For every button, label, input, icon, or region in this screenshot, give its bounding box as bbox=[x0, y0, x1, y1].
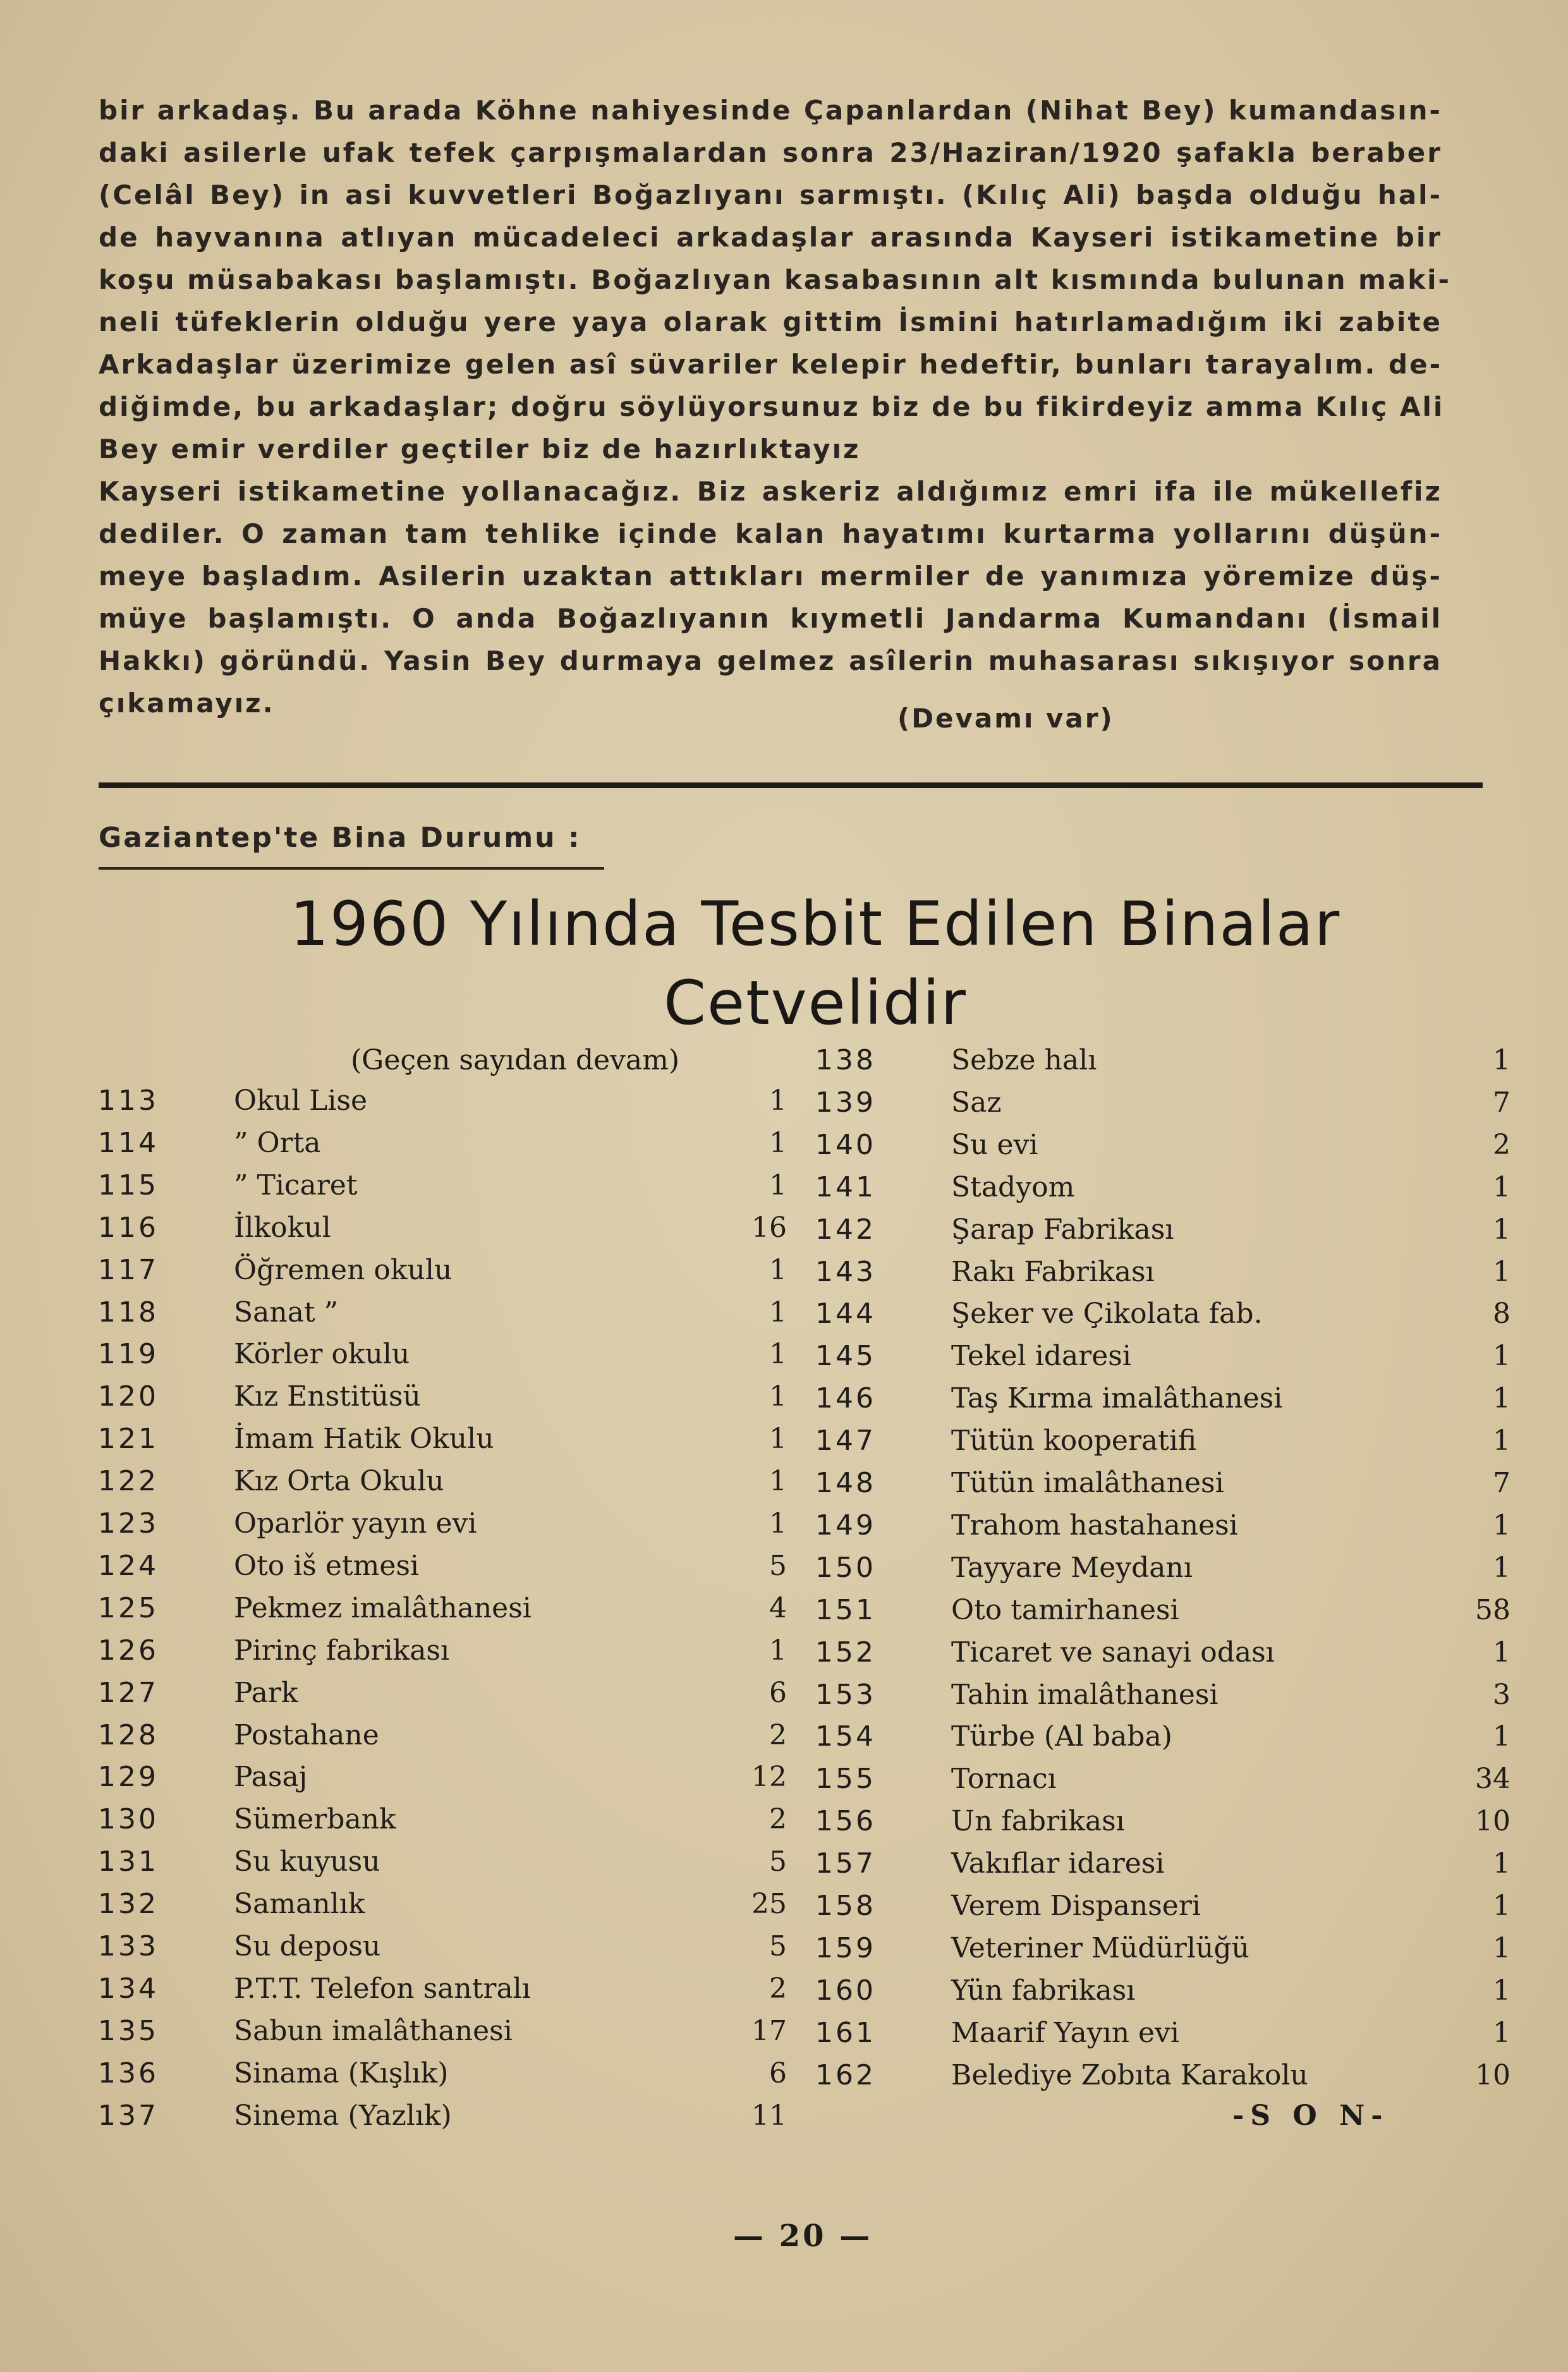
building-name: Sebze halı bbox=[951, 1044, 1097, 1076]
list-item bbox=[815, 1551, 1510, 1593]
list-item bbox=[98, 1761, 787, 1803]
page-number: — 20 — bbox=[733, 2218, 873, 2254]
item-number: 145 bbox=[815, 1340, 876, 1373]
building-count: 1 bbox=[769, 1253, 787, 1286]
item-number: 137 bbox=[98, 2099, 159, 2132]
list-item bbox=[815, 1298, 1510, 1339]
item-number: 122 bbox=[98, 1465, 159, 1498]
narrative-line: müye başlamıştı. O anda Boğazlıyanın kıymetli Jandarma Kumandanı (İsmail bbox=[99, 603, 1442, 634]
building-count: 1 bbox=[1493, 1509, 1510, 1542]
building-count: 1 bbox=[769, 1423, 787, 1456]
building-count: 10 bbox=[1475, 2059, 1510, 2091]
list-item bbox=[815, 1593, 1510, 1636]
item-number: 115 bbox=[98, 1169, 159, 1201]
item-number: 129 bbox=[98, 1761, 159, 1794]
list-item bbox=[815, 1974, 1510, 2016]
building-name: Pirinç fabrikası bbox=[234, 1634, 450, 1667]
building-name: Sabun imalâthanesi bbox=[234, 2014, 513, 2047]
list-item bbox=[815, 1636, 1510, 1678]
building-name: Pasaj bbox=[234, 1761, 308, 1794]
list-item bbox=[98, 2057, 787, 2099]
narrative-line: (Celâl Bey) in asi kuvvetleri Boğazlıyanı sarmıştı. (Kılıç Ali) başda olduğu hal- bbox=[99, 179, 1442, 210]
building-name: Belediye Zobıta Karakolu bbox=[951, 2059, 1308, 2091]
building-name: İlkokul bbox=[234, 1211, 331, 1244]
narrative-line: Kayseri istikametine yollanacağız. Biz askeriz aldığımız emri ifa ile mükellefiz bbox=[99, 476, 1442, 507]
building-count: 8 bbox=[1493, 1298, 1510, 1330]
item-number: 144 bbox=[815, 1298, 876, 1330]
building-name: Sümerbank bbox=[234, 1803, 396, 1836]
narrative-line: bir arkadaş. Bu arada Köhne nahiyesinde Çapanlardan (Nihat Bey) kumandasın- bbox=[99, 95, 1442, 126]
building-name: Şarap Fabrikası bbox=[951, 1213, 1174, 1246]
building-name: İmam Hatik Okulu bbox=[234, 1423, 494, 1456]
building-count: 2 bbox=[769, 1718, 787, 1751]
narrative-line: meye başladım. Asilerin uzaktan attıkları mermiler de yanımıza yöremize düş- bbox=[99, 561, 1442, 592]
building-count: 34 bbox=[1475, 1763, 1510, 1796]
item-number: 126 bbox=[98, 1634, 159, 1667]
list-item bbox=[98, 1423, 787, 1464]
building-name: Tahin imalâthanesi bbox=[951, 1678, 1219, 1711]
list-item bbox=[98, 1930, 787, 1972]
building-count: 1 bbox=[1493, 1171, 1510, 1203]
item-number: 134 bbox=[98, 1972, 159, 2005]
building-name: Türbe (Al baba) bbox=[951, 1720, 1172, 1753]
building-count: 1 bbox=[1493, 1847, 1510, 1880]
item-number: 114 bbox=[98, 1126, 159, 1159]
building-name: Rakı Fabrikası bbox=[951, 1255, 1155, 1288]
item-number: 161 bbox=[815, 2016, 876, 2049]
building-count: 1 bbox=[769, 1380, 787, 1413]
list-item bbox=[815, 2016, 1510, 2059]
building-count: 1 bbox=[769, 1634, 787, 1667]
building-name: Taş Kırma imalâthanesi bbox=[951, 1382, 1283, 1415]
building-name: Öğremen okulu bbox=[234, 1253, 453, 1286]
list-item bbox=[815, 1425, 1510, 1466]
building-count: 7 bbox=[1493, 1467, 1510, 1499]
building-count: 2 bbox=[769, 1803, 787, 1836]
list-item bbox=[98, 1549, 787, 1591]
item-number: 127 bbox=[98, 1676, 159, 1709]
item-number: 153 bbox=[815, 1678, 876, 1711]
list-item bbox=[98, 1888, 787, 1930]
list-item bbox=[98, 1803, 787, 1845]
building-count: 16 bbox=[751, 1211, 787, 1244]
building-name: Tütün imalâthanesi bbox=[951, 1467, 1224, 1499]
building-name: Sinema (Yazlık) bbox=[234, 2099, 452, 2132]
list-item bbox=[98, 1465, 787, 1507]
building-count: 2 bbox=[1493, 1128, 1510, 1161]
building-count: 4 bbox=[769, 1591, 787, 1624]
building-name: Su deposu bbox=[234, 1930, 381, 1962]
list-item bbox=[815, 1509, 1510, 1551]
list-item bbox=[815, 1467, 1510, 1509]
building-count: 1 bbox=[1493, 1636, 1510, 1669]
building-name: Kız Orta Okulu bbox=[234, 1465, 444, 1498]
item-number: 146 bbox=[815, 1382, 876, 1415]
building-name: Verem Dispanseri bbox=[951, 1890, 1201, 1922]
section-divider bbox=[99, 782, 1483, 788]
narrative-line: daki asilerle ufak tefek çarpışmalardan sonra 23/Haziran/1920 şafakla beraber bbox=[99, 137, 1442, 168]
narrative-line: Bey emir verdiler geçtiler biz de hazırlıktayız bbox=[99, 434, 861, 465]
item-number: 139 bbox=[815, 1086, 876, 1119]
building-count: 1 bbox=[1493, 1931, 1510, 1964]
list-item bbox=[98, 1338, 787, 1380]
building-name: Kız Enstitüsü bbox=[234, 1380, 421, 1413]
building-count: 1 bbox=[769, 1126, 787, 1159]
building-count: 6 bbox=[769, 1676, 787, 1709]
item-number: 152 bbox=[815, 1636, 876, 1669]
building-count: 1 bbox=[1493, 1382, 1510, 1415]
list-item bbox=[98, 1126, 787, 1169]
narrative-line: neli tüfeklerin olduğu yere yaya olarak gittim İsmini hatırlamadığım iki zabite bbox=[99, 307, 1442, 338]
building-name: Oparlör yayın evi bbox=[234, 1507, 477, 1540]
item-number: 154 bbox=[815, 1720, 876, 1753]
building-count: 6 bbox=[769, 2057, 787, 2089]
narrative-line: diğimde, bu arkadaşlar; doğru söylüyorsunuz biz de bu fikirdeyiz amma Kılıç Ali bbox=[99, 391, 1445, 422]
item-number: 131 bbox=[98, 1846, 159, 1878]
item-number: 159 bbox=[815, 1931, 876, 1964]
building-count: 11 bbox=[751, 2099, 787, 2132]
building-name: Maarif Yayın evi bbox=[951, 2016, 1179, 2049]
item-number: 149 bbox=[815, 1509, 876, 1542]
item-number: 120 bbox=[98, 1380, 159, 1413]
continued-note: (Devamı var) bbox=[897, 703, 1114, 734]
item-number: 156 bbox=[815, 1805, 876, 1838]
item-number: 132 bbox=[98, 1888, 159, 1921]
item-number: 162 bbox=[815, 2059, 876, 2091]
building-count: 5 bbox=[769, 1930, 787, 1962]
building-name: Yün fabrikası bbox=[951, 1974, 1136, 2007]
building-count: 17 bbox=[751, 2014, 787, 2047]
building-count: 1 bbox=[769, 1338, 787, 1371]
item-number: 128 bbox=[98, 1718, 159, 1751]
building-name: Sinama (Kışlık) bbox=[234, 2057, 449, 2089]
narrative-line: Hakkı) göründü. Yasin Bey durmaya gelmez asîlerin muhasarası sıkışıyor sonra bbox=[99, 645, 1442, 676]
building-name: ” Orta bbox=[234, 1126, 321, 1159]
item-number: 123 bbox=[98, 1507, 159, 1540]
building-count: 1 bbox=[1493, 1255, 1510, 1288]
item-number: 140 bbox=[815, 1128, 876, 1161]
section-title: Gaziantep'te Bina Durumu : bbox=[99, 822, 581, 854]
item-number: 117 bbox=[98, 1253, 159, 1286]
building-count: 1 bbox=[1493, 2016, 1510, 2049]
list-item bbox=[815, 1931, 1510, 1974]
list-item bbox=[98, 1676, 787, 1718]
list-item bbox=[815, 1382, 1510, 1424]
building-name: Stadyom bbox=[951, 1171, 1075, 1203]
item-number: 121 bbox=[98, 1423, 159, 1456]
building-count: 1 bbox=[769, 1507, 787, 1540]
building-count: 5 bbox=[769, 1549, 787, 1582]
list-item bbox=[815, 1086, 1510, 1128]
item-number: 136 bbox=[98, 2057, 159, 2089]
building-name: Trahom hastahanesi bbox=[951, 1509, 1238, 1542]
list-item bbox=[98, 1591, 787, 1634]
building-count: 2 bbox=[769, 1972, 787, 2005]
list-item bbox=[815, 1720, 1510, 1762]
item-number: 113 bbox=[98, 1085, 159, 1117]
narrative-line: Arkadaşlar üzerimize gelen asî süvariler kelepir hedeftir, bunları tarayalım. de- bbox=[99, 349, 1442, 380]
building-name: ” Ticaret bbox=[234, 1169, 358, 1201]
item-number: 143 bbox=[815, 1255, 876, 1288]
item-number: 148 bbox=[815, 1467, 876, 1499]
continued-from-note: (Geçen sayıdan devam) bbox=[351, 1044, 680, 1076]
list-item bbox=[815, 1044, 1510, 1086]
list-item bbox=[815, 1805, 1510, 1847]
list-item bbox=[815, 1171, 1510, 1213]
item-number: 160 bbox=[815, 1974, 876, 2007]
building-count: 58 bbox=[1475, 1593, 1510, 1626]
table-title-line-2: Cetvelidir bbox=[663, 968, 968, 1038]
item-number: 130 bbox=[98, 1803, 159, 1836]
table-title bbox=[228, 885, 1403, 1043]
building-name: Oto tamirhanesi bbox=[951, 1593, 1179, 1626]
building-count: 3 bbox=[1493, 1678, 1510, 1711]
building-count: 1 bbox=[1493, 1425, 1510, 1457]
item-number: 138 bbox=[815, 1044, 876, 1076]
building-name: Pekmez imalâthanesi bbox=[234, 1591, 532, 1624]
building-count: 1 bbox=[1493, 1551, 1510, 1584]
building-name: Su kuyusu bbox=[234, 1846, 380, 1878]
building-count: 1 bbox=[1493, 1890, 1510, 1922]
building-name: Sanat ” bbox=[234, 1296, 339, 1329]
building-count: 1 bbox=[1493, 1720, 1510, 1753]
list-item bbox=[98, 1211, 787, 1253]
building-count: 1 bbox=[1493, 1213, 1510, 1246]
list-item bbox=[98, 1253, 787, 1296]
building-count: 25 bbox=[751, 1888, 787, 1921]
building-name: Postahane bbox=[234, 1718, 379, 1751]
end-mark: -S O N- bbox=[1232, 2100, 1389, 2132]
building-name: Tekel idaresi bbox=[951, 1340, 1131, 1373]
building-name: Ticaret ve sanayi odası bbox=[951, 1636, 1275, 1669]
building-count: 10 bbox=[1475, 1805, 1510, 1838]
list-item bbox=[815, 1678, 1510, 1720]
building-count: 12 bbox=[751, 1761, 787, 1794]
list-item bbox=[98, 1846, 787, 1887]
building-name: Oto iš etmesi bbox=[234, 1549, 420, 1582]
narrative-line: dediler. O zaman tam tehlike içinde kalan hayatımı kurtarma yollarını düşün- bbox=[99, 518, 1442, 549]
list-item bbox=[815, 1890, 1510, 1931]
narrative-line: koşu müsabakası başlamıştı. Boğazlıyan kasabasının alt kısmında bulunan maki- bbox=[99, 264, 1451, 295]
building-name: P.T.T. Telefon santralı bbox=[234, 1972, 531, 2005]
list-item bbox=[815, 1213, 1510, 1255]
building-count: 1 bbox=[769, 1465, 787, 1498]
list-item bbox=[98, 1718, 787, 1761]
building-name: Tornacı bbox=[951, 1763, 1057, 1796]
list-item bbox=[98, 2014, 787, 2057]
building-count: 1 bbox=[1493, 1044, 1510, 1076]
item-number: 125 bbox=[98, 1591, 159, 1624]
narrative-line: çıkamayız. bbox=[99, 688, 275, 719]
building-name: Su evi bbox=[951, 1128, 1038, 1161]
building-count: 7 bbox=[1493, 1086, 1510, 1119]
section-title-underline bbox=[99, 867, 604, 870]
list-item bbox=[815, 1847, 1510, 1889]
list-item bbox=[98, 1085, 787, 1126]
building-name: Park bbox=[234, 1676, 298, 1709]
item-number: 118 bbox=[98, 1296, 159, 1329]
list-item bbox=[815, 1340, 1510, 1382]
building-count: 1 bbox=[769, 1169, 787, 1201]
building-name: Körler okulu bbox=[234, 1338, 410, 1371]
building-count: 1 bbox=[769, 1085, 787, 1117]
list-item bbox=[815, 1255, 1510, 1298]
building-count: 1 bbox=[1493, 1974, 1510, 2007]
item-number: 158 bbox=[815, 1890, 876, 1922]
building-name: Okul Lise bbox=[234, 1085, 368, 1117]
list-item bbox=[98, 1296, 787, 1338]
item-number: 151 bbox=[815, 1593, 876, 1626]
list-item bbox=[98, 2099, 787, 2141]
building-count: 1 bbox=[769, 1296, 787, 1329]
item-number: 116 bbox=[98, 1211, 159, 1244]
item-number: 150 bbox=[815, 1551, 876, 1584]
list-item bbox=[815, 1128, 1510, 1171]
building-name: Veteriner Müdürlüğü bbox=[951, 1931, 1249, 1964]
building-name: Un fabrikası bbox=[951, 1805, 1125, 1838]
building-name: Tayyare Meydanı bbox=[951, 1551, 1193, 1584]
building-name: Şeker ve Çikolata fab. bbox=[951, 1298, 1263, 1330]
list-item bbox=[98, 1634, 787, 1676]
item-number: 119 bbox=[98, 1338, 159, 1371]
building-name: Tütün kooperatifi bbox=[951, 1425, 1197, 1457]
item-number: 124 bbox=[98, 1549, 159, 1582]
building-name: Samanlık bbox=[234, 1888, 365, 1921]
item-number: 147 bbox=[815, 1425, 876, 1457]
list-item bbox=[98, 1972, 787, 2014]
list-item bbox=[98, 1169, 787, 1211]
building-count: 1 bbox=[1493, 1340, 1510, 1373]
list-item bbox=[815, 1763, 1510, 1804]
list-item bbox=[98, 1380, 787, 1422]
narrative-line: de hayvanına atlıyan mücadeleci arkadaşlar arasında Kayseri istikametine bir bbox=[99, 222, 1442, 253]
table-title-line-1: 1960 Yılında Tesbit Edilen Binalar bbox=[289, 889, 1341, 959]
list-item bbox=[98, 1507, 787, 1549]
item-number: 141 bbox=[815, 1171, 876, 1203]
item-number: 155 bbox=[815, 1763, 876, 1796]
item-number: 133 bbox=[98, 1930, 159, 1962]
building-name: Vakıflar idaresi bbox=[951, 1847, 1165, 1880]
building-count: 5 bbox=[769, 1846, 787, 1878]
item-number: 142 bbox=[815, 1213, 876, 1246]
building-name: Saz bbox=[951, 1086, 1002, 1119]
item-number: 157 bbox=[815, 1847, 876, 1880]
list-item bbox=[815, 2059, 1510, 2101]
item-number: 135 bbox=[98, 2014, 159, 2047]
